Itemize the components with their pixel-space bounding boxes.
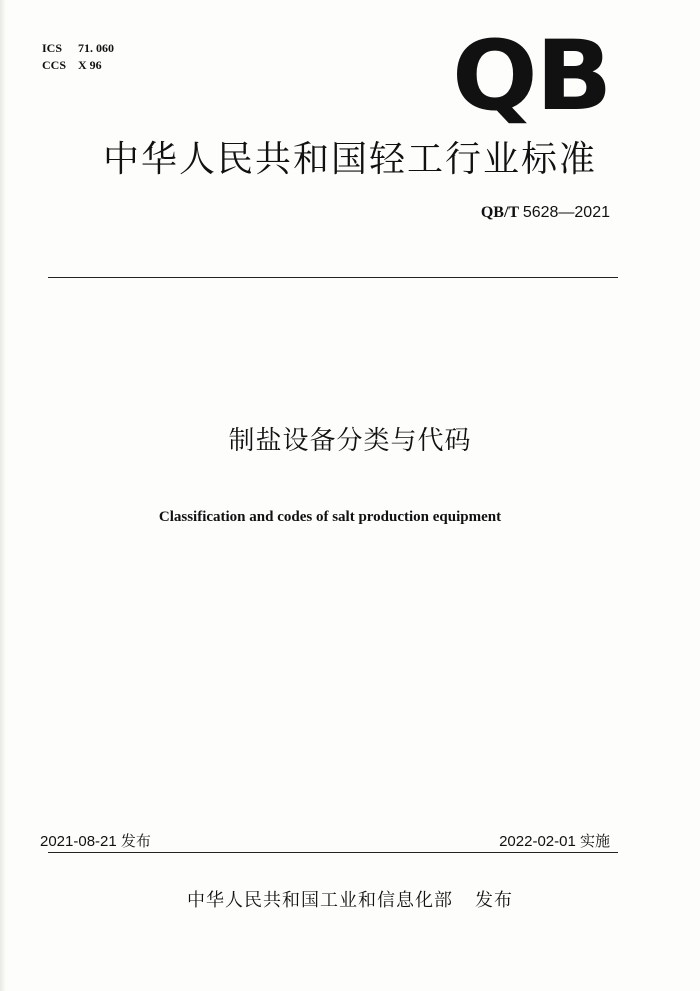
implementation-date: 2022-02-01 实施 xyxy=(499,833,610,850)
standard-number-value: 5628—2021 xyxy=(522,204,610,221)
classification-codes xyxy=(42,40,114,74)
document-title-cn: 制盐设备分类与代码 xyxy=(228,426,472,456)
top-divider xyxy=(48,277,618,278)
issue-date: 2021-08-21 发布 xyxy=(40,833,151,850)
ics-label: ICS xyxy=(42,41,63,55)
ics-value: 71. 060 xyxy=(78,41,114,55)
standard-number xyxy=(481,204,610,222)
ccs-row xyxy=(42,57,114,74)
issuer-name: 中华人民共和国工业和信息化部 xyxy=(187,890,453,911)
standard-prefix: QB/T xyxy=(480,204,519,221)
qb-logo: QB xyxy=(452,20,611,132)
document-title-en: Classification and codes of salt production equipment xyxy=(158,509,502,525)
ccs-value: X 96 xyxy=(78,58,102,72)
org-title: 中华人民共和国轻工行业标准 xyxy=(102,139,597,180)
issuer-action: 发布 xyxy=(475,890,513,911)
ics-row xyxy=(42,40,114,57)
ccs-label: CCS xyxy=(42,58,67,72)
issuer-line xyxy=(0,886,700,912)
bottom-divider xyxy=(48,852,618,853)
